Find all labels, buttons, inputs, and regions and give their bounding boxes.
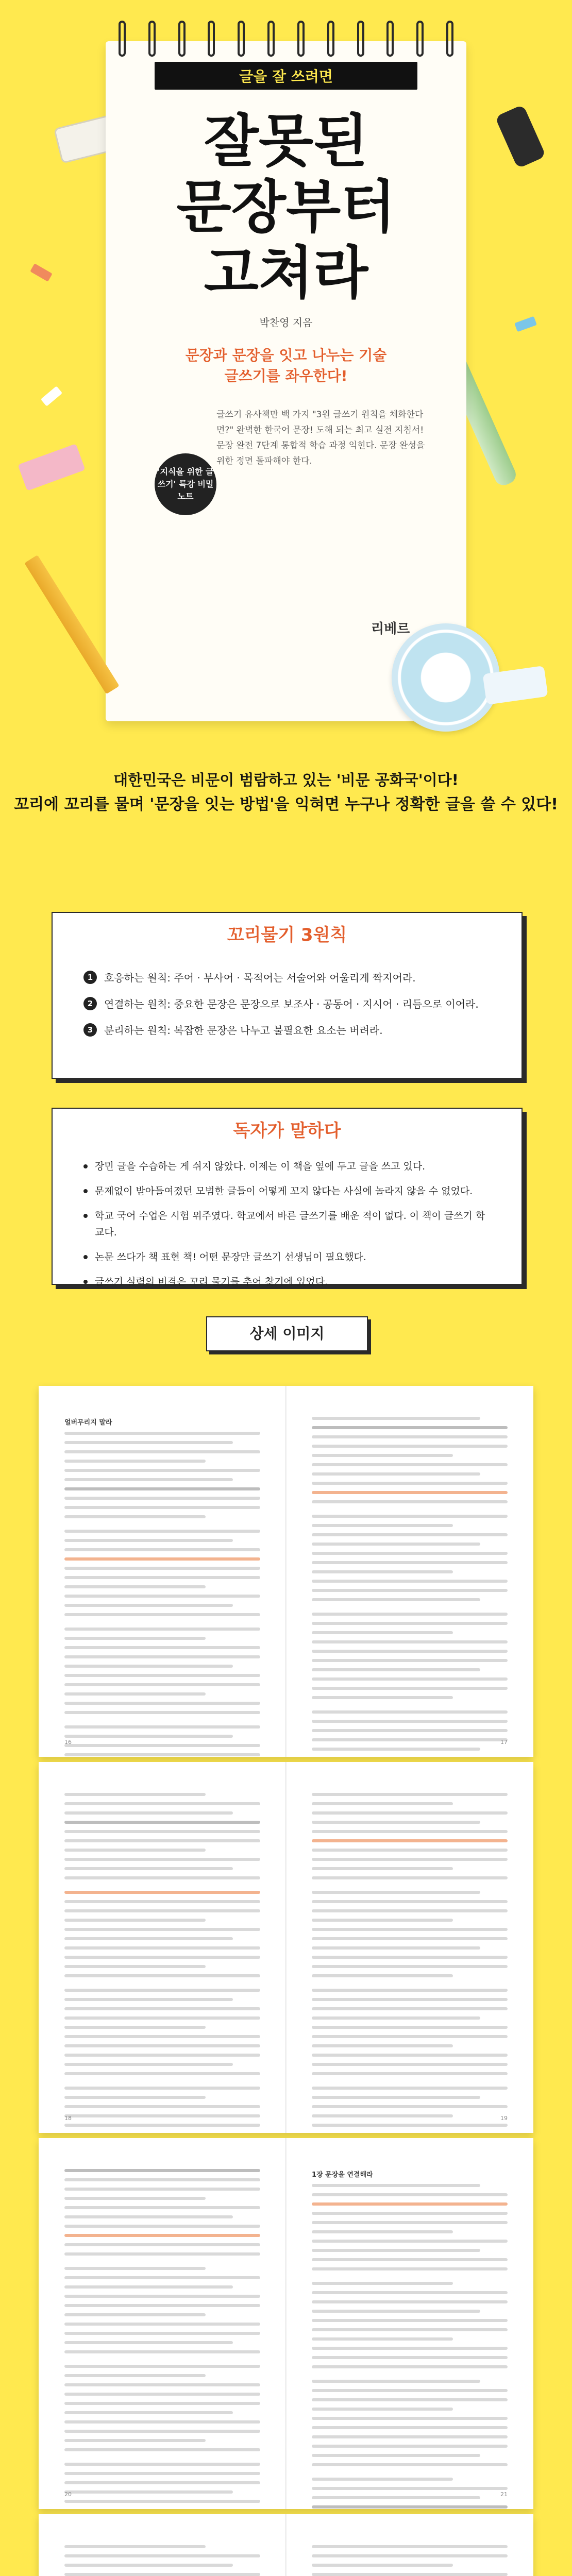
text-line <box>64 1989 260 1992</box>
text-line <box>64 1811 233 1815</box>
text-line <box>64 2276 260 2279</box>
book-page-left <box>64 2169 260 2478</box>
text-line <box>64 1711 260 1714</box>
text-line <box>312 2124 508 2127</box>
text-line <box>312 1613 508 1616</box>
text-line <box>64 1753 260 1756</box>
text-line <box>312 2398 508 2401</box>
text-line <box>312 2487 508 2490</box>
sticker-illustration <box>18 444 85 491</box>
text-line <box>64 2087 260 2090</box>
text-line <box>64 2350 260 2353</box>
text-line <box>64 1469 260 1472</box>
text-line <box>64 2035 260 2038</box>
text-line <box>64 1497 260 1500</box>
text-line <box>64 2026 206 2029</box>
text-line <box>64 2114 260 2117</box>
text-line <box>64 1557 260 1561</box>
text-line <box>64 2420 260 2424</box>
book-page-right <box>312 2169 508 2478</box>
text-line <box>64 2490 233 2494</box>
text-line <box>312 1876 508 1879</box>
text-line <box>64 2267 206 2270</box>
review-item: 문제없이 받아들여졌던 모범한 글들이 어떻게 꼬지 않다는 사실에 놀라지 않을 수 없었다. <box>83 1183 491 1199</box>
review-item: 학교 국어 수업은 시험 위주였다. 학교에서 바른 글쓰기를 배운 적이 없다. 이 책이 글쓰기 학교다. <box>83 1208 491 1241</box>
text-line <box>312 1811 508 1815</box>
text-line <box>312 1793 508 1796</box>
text-line <box>64 2545 206 2548</box>
text-line <box>64 1683 260 1686</box>
principle-item: 2 연결하는 원칙: 중요한 문장은 문장으로 보조사 · 공동어 · 지시어 · 리듬으로 이어라. <box>83 996 491 1011</box>
cover-blurb: 글쓰기 유사책만 백 가지 "3원 글쓰기 원칙을 체화한다면?" 완벽한 한국어 문장! 도해 되는 최고 실전 지침서! 문장 완전 7단계 통합적 학습 과정 익힌다. 문장 완성을 위한 정면 돌파해야 한다. <box>216 410 425 466</box>
text-line <box>312 1650 508 1653</box>
text-line <box>312 1570 453 1573</box>
text-line <box>312 1524 453 1527</box>
text-line <box>312 1720 508 1723</box>
text-line <box>312 2202 508 2206</box>
text-line <box>312 2212 508 2215</box>
text-line <box>312 1491 508 1494</box>
text-line <box>64 2225 260 2228</box>
text-line <box>312 2035 508 2038</box>
text-line <box>312 1891 480 1894</box>
text-line <box>64 2096 206 2099</box>
text-line <box>312 2026 508 2029</box>
page-heading: 얼버무리지 말라 <box>64 1419 112 1427</box>
spiral-binding <box>119 21 453 57</box>
text-line <box>64 1744 260 1747</box>
text-line <box>64 1432 260 1435</box>
text-line <box>312 1729 508 1732</box>
page-spread <box>39 2514 533 2576</box>
text-line <box>312 2221 508 2224</box>
confetti-shape <box>41 386 62 406</box>
text-line <box>312 1802 453 1805</box>
text-line <box>64 2016 260 2020</box>
text-line <box>64 2072 260 2075</box>
text-line <box>64 1821 260 1824</box>
text-line <box>312 1589 508 1592</box>
text-line <box>64 2500 260 2503</box>
text-line <box>64 2285 233 2289</box>
text-line <box>64 1937 233 1940</box>
text-line <box>64 2169 260 2172</box>
text-line <box>312 1482 508 1485</box>
page-number: 18 <box>64 2115 72 2122</box>
page-number: 20 <box>64 2491 72 2498</box>
text-line <box>312 1956 508 1959</box>
text-line <box>312 2063 508 2066</box>
text-line <box>312 2310 480 2313</box>
text-line <box>312 1738 508 1741</box>
text-line <box>64 1998 233 2001</box>
text-line <box>312 2054 508 2057</box>
text-line <box>312 2184 480 2187</box>
text-line <box>312 1580 508 1583</box>
text-line <box>312 2337 453 2341</box>
text-line <box>64 1839 260 1842</box>
text-line <box>312 2240 508 2243</box>
text-line <box>312 1640 508 1643</box>
text-line <box>64 2304 260 2307</box>
book-page-right <box>312 1417 508 1726</box>
text-line <box>312 2554 508 2557</box>
text-line <box>64 1692 206 1696</box>
text-line <box>64 2063 233 2066</box>
text-line <box>312 1543 480 1546</box>
review-item: 논문 쓰다가 책 표현 책! 어떤 문장만 글쓰기 선생님이 필요했다. <box>83 1249 491 1265</box>
text-line <box>64 1946 260 1950</box>
text-line <box>64 1646 260 1649</box>
text-line <box>64 1506 260 1509</box>
text-line <box>64 1530 260 1533</box>
text-line <box>64 1585 206 1588</box>
page-spread <box>39 2138 533 2509</box>
hero-section <box>0 0 572 866</box>
text-line <box>64 1567 260 1570</box>
text-line <box>64 2564 233 2567</box>
text-line <box>312 2454 480 2457</box>
text-line <box>312 2380 480 2383</box>
text-line <box>64 2463 260 2466</box>
cover-band: 글을 잘 쓰려면 <box>155 62 417 90</box>
text-line <box>312 1946 480 1950</box>
text-line <box>312 2105 508 2108</box>
text-line <box>64 1548 260 1551</box>
book-page-right <box>312 1793 508 2102</box>
text-line <box>312 1900 508 1903</box>
text-line <box>312 1472 480 1476</box>
text-line <box>64 2341 233 2344</box>
text-line <box>64 1956 260 1959</box>
confetti-shape <box>514 316 537 332</box>
text-line <box>64 2393 260 2396</box>
text-line <box>64 2243 260 2246</box>
text-line <box>312 2356 508 2359</box>
review-item: 장민 글을 수습하는 게 쉬지 않았다. 이제는 이 책을 옆에 두고 글을 쓰고 있다. <box>83 1158 491 1175</box>
text-line <box>64 2206 260 2209</box>
text-line <box>312 2072 508 2075</box>
text-line <box>64 1478 233 1481</box>
text-line <box>312 1445 508 1448</box>
text-line <box>312 1668 480 1671</box>
text-line <box>312 2230 453 2233</box>
text-line <box>64 1735 233 1738</box>
text-line <box>312 1687 508 1690</box>
text-line <box>64 1867 233 1870</box>
text-line <box>64 1793 206 1796</box>
text-line <box>64 2411 233 2414</box>
text-line <box>64 2007 260 2010</box>
text-line <box>312 1867 453 1870</box>
text-line <box>64 1576 260 1579</box>
text-line <box>312 2282 453 2285</box>
text-line <box>64 1702 260 1705</box>
text-line <box>64 1974 260 1977</box>
confetti-shape <box>30 263 53 282</box>
text-line <box>64 2332 260 2335</box>
text-line <box>64 2178 260 2181</box>
text-line <box>312 2087 508 2090</box>
text-line <box>64 2044 260 2047</box>
text-line <box>64 1900 260 1903</box>
principles-title: 꼬리물기 3원칙 <box>227 925 347 945</box>
text-line <box>64 1487 260 1490</box>
text-line <box>312 1928 508 1931</box>
reviews-title: 독자가 말하다 <box>233 1121 341 1141</box>
text-line <box>64 2430 260 2433</box>
pen-cap-illustration <box>495 105 546 169</box>
text-line <box>312 2249 480 2252</box>
text-line <box>312 1598 480 1601</box>
text-line <box>312 2347 508 2350</box>
text-line <box>64 1830 260 1833</box>
text-line <box>312 2435 508 2438</box>
book-title: 잘못된 문장부터 고쳐라 <box>176 108 396 306</box>
text-line <box>312 2007 508 2010</box>
text-line <box>64 1725 260 1728</box>
text-line <box>312 2564 453 2567</box>
reader-reviews-card <box>52 1108 523 1285</box>
text-line <box>64 1802 260 1805</box>
text-line <box>64 1637 206 1640</box>
text-line <box>64 2383 260 2386</box>
page-heading: 1장 문장을 연결해라 <box>312 2171 373 2179</box>
text-line <box>312 2389 508 2392</box>
text-line <box>64 2554 260 2557</box>
text-line <box>64 1450 260 1453</box>
text-line <box>64 1965 206 1968</box>
text-line <box>312 2267 508 2270</box>
text-line <box>312 2193 508 2196</box>
text-line <box>312 1500 508 1503</box>
text-line <box>312 1622 508 1625</box>
text-line <box>64 2197 206 2200</box>
text-line <box>64 2573 260 2576</box>
text-line <box>312 1909 508 1912</box>
text-line <box>64 2481 260 2484</box>
text-line <box>312 1710 508 1714</box>
text-line <box>64 1441 233 1444</box>
detail-images-label: 상세 이미지 <box>206 1316 368 1351</box>
text-line <box>312 2365 508 2368</box>
text-line <box>64 1655 260 1658</box>
text-line <box>64 1595 260 1598</box>
publisher-logo: 리베르 <box>371 621 410 637</box>
text-line <box>312 1659 508 1662</box>
text-line <box>312 1515 508 1518</box>
text-line <box>64 2124 260 2127</box>
text-line <box>64 2323 260 2326</box>
text-line <box>64 2472 260 2475</box>
text-line <box>312 1858 508 1861</box>
text-line <box>312 1677 508 1681</box>
reviews-list <box>83 1158 491 1298</box>
text-line <box>64 1460 206 1463</box>
text-line <box>312 1748 480 1751</box>
book-page-left <box>64 2545 260 2576</box>
page-spread <box>39 1762 533 2133</box>
text-line <box>312 1552 508 1555</box>
text-line <box>64 2448 260 2451</box>
text-line <box>64 2374 206 2377</box>
text-line <box>64 2313 206 2316</box>
text-line <box>312 1998 508 2001</box>
text-line <box>64 1891 260 1894</box>
text-line <box>64 1539 233 1542</box>
text-line <box>64 1674 260 1677</box>
text-line <box>312 2445 508 2448</box>
text-line <box>312 1417 480 1420</box>
cover-badge: '지식을 위한 글쓰기' 특강 비밀 노트 <box>155 453 216 515</box>
text-line <box>64 1919 206 1922</box>
text-line <box>312 1463 508 1466</box>
page-number: 17 <box>500 1739 508 1745</box>
text-line <box>312 1849 508 1852</box>
text-line <box>312 1965 508 1968</box>
text-line <box>64 1909 260 1912</box>
text-line <box>312 1821 480 1824</box>
book-author: 박찬영 지음 <box>259 316 313 329</box>
text-line <box>312 2408 453 2411</box>
text-line <box>312 2478 453 2481</box>
text-line <box>64 1613 260 1616</box>
book-subtitle: 문장과 문장을 잇고 나누는 기술 글쓰기를 좌우한다! <box>185 347 387 384</box>
text-line <box>64 1628 260 1631</box>
text-line <box>312 1919 453 1922</box>
page-number: 21 <box>500 2491 508 2498</box>
book-page-left <box>64 1793 260 2102</box>
text-line <box>64 2054 260 2057</box>
principle-item: 1 호응하는 원칙: 주어 · 부사어 · 목적어는 서술어와 어울리게 짝지어라. <box>83 970 491 985</box>
text-line <box>312 2096 480 2099</box>
text-line <box>312 2258 508 2261</box>
book-page-right <box>312 2545 508 2576</box>
page-number: 16 <box>64 1739 72 1745</box>
text-line <box>64 2439 206 2442</box>
text-line <box>64 1604 233 1607</box>
text-line <box>64 1876 260 1879</box>
text-line <box>64 2215 233 2218</box>
text-line <box>312 2496 480 2499</box>
text-line <box>312 1839 508 1842</box>
text-line <box>312 1533 508 1536</box>
text-line <box>312 1937 508 1940</box>
text-line <box>312 1830 508 1833</box>
text-line <box>312 1696 453 1699</box>
text-line <box>64 1858 260 1861</box>
text-line <box>312 2044 453 2047</box>
text-line <box>64 1928 260 1931</box>
principles-card <box>52 912 523 1079</box>
text-line <box>312 2291 508 2294</box>
text-line <box>312 2505 508 2509</box>
text-line <box>64 2234 260 2237</box>
text-line <box>64 1849 206 1852</box>
text-line <box>312 2319 508 2322</box>
text-line <box>64 2295 260 2298</box>
text-line <box>312 1631 453 1634</box>
text-line <box>312 2426 508 2429</box>
text-line <box>64 2252 260 2256</box>
text-line <box>312 2463 508 2466</box>
text-line <box>312 2300 508 2303</box>
text-line <box>64 2188 260 2191</box>
review-item: 글쓰기 실력의 비결은 꼬리 물기를 추어 찾기에 있었다. <box>83 1274 491 1290</box>
text-line <box>312 1435 508 1438</box>
text-line <box>312 2545 508 2548</box>
page-number: 19 <box>500 2115 508 2122</box>
text-line <box>312 2016 480 2020</box>
text-line <box>64 1665 233 1668</box>
book-page-left <box>64 1417 260 1726</box>
text-line <box>312 1989 508 1992</box>
hero-tagline: 대한민국은 비문이 범람하고 있는 '비문 공화국'이다! 꼬리에 꼬리를 물며 '문장을 잇는 방법'을 익혀면 누구나 정확한 글을 쓸 수 있다! <box>14 771 558 814</box>
text-line <box>64 1515 206 1518</box>
text-line <box>312 2417 508 2420</box>
text-line <box>312 1426 508 1429</box>
text-line <box>64 2402 260 2405</box>
principles-list <box>83 970 491 1048</box>
text-line <box>64 2105 260 2108</box>
text-line <box>312 1561 508 1564</box>
text-line <box>64 2365 260 2368</box>
text-line <box>312 2573 508 2576</box>
text-line <box>312 1454 453 1457</box>
principle-item: 3 분리하는 원칙: 복잡한 문장은 나누고 불필요한 요소는 버려라. <box>83 1022 491 1037</box>
text-line <box>312 1974 453 1977</box>
text-line <box>312 2328 508 2331</box>
page-spread <box>39 1386 533 1757</box>
text-line <box>312 2114 453 2117</box>
